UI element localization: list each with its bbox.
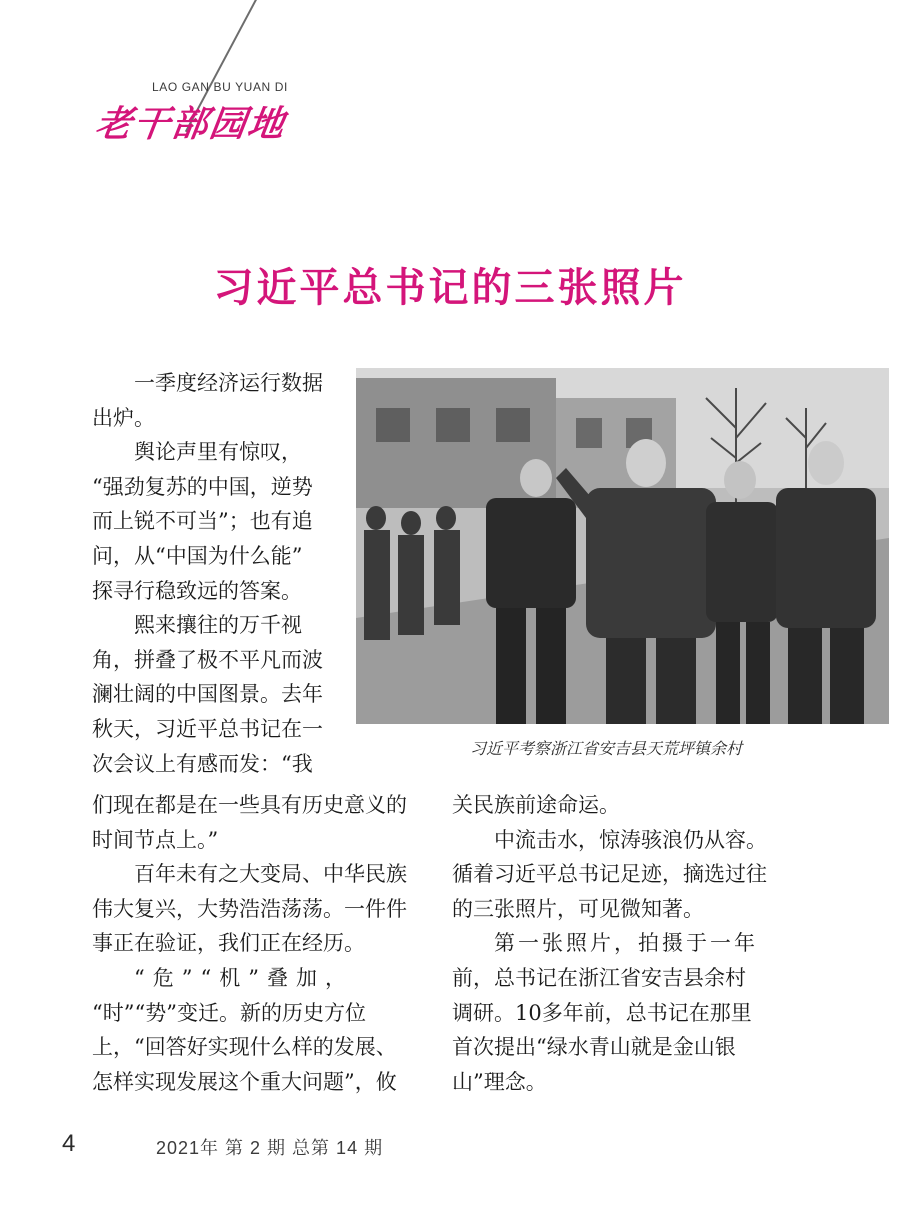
text-line: 事正在验证，我们正在经历。 — [92, 931, 365, 956]
text-line: 前，总书记在浙江省安吉县余村 — [452, 965, 746, 990]
text-line: 怎样实现发展这个重大问题”，攸 — [92, 1069, 397, 1094]
column-pinyin: LAO GAN BU YUAN DI — [152, 80, 288, 94]
text-line: 角，拼叠了极不平凡而波 — [92, 647, 323, 672]
text-line: 首次提出“绿水青山就是金山银 — [452, 1035, 736, 1060]
text-line: 舆论声里有惊叹， — [134, 440, 302, 465]
text-line: 问，从“中国为什么能” — [92, 543, 303, 568]
text-line: 熙来攘往的万千视 — [134, 613, 302, 638]
left-column-top — [92, 366, 332, 781]
photo-caption: 习近平考察浙江省安吉县天荒坪镇余村 — [470, 739, 743, 758]
text-line: “时”“势”变迁。新的历史方位 — [92, 1000, 366, 1025]
text-line: 次会议上有感而发：“我 — [92, 751, 313, 776]
text-line: “危”“机”叠加， — [134, 965, 354, 990]
photo-scene — [356, 368, 889, 724]
text-line: 第一张照片，拍摄于一年 — [494, 931, 758, 956]
text-line: 循着习近平总书记足迹，摘选过往 — [452, 862, 767, 887]
article-title: 习近平总书记的三张照片 — [213, 264, 687, 311]
column-logo: 老干部园地 — [92, 103, 289, 145]
text-line: 澜壮阔的中国图景。去年 — [92, 682, 323, 707]
text-line: 调研。10多年前，总书记在那里 — [452, 1000, 752, 1025]
text-line: 山”理念。 — [452, 1069, 547, 1094]
text-line: 伟大复兴，大势浩浩荡荡。一件件 — [92, 896, 407, 921]
page-number: 4 — [62, 1130, 76, 1157]
text-line: 上，“回答好实现什么样的发展、 — [92, 1035, 397, 1060]
article-photo — [356, 368, 889, 724]
left-column-bottom — [92, 788, 414, 1099]
text-line: “强劲复苏的中国，逆势 — [92, 474, 313, 499]
text-line: 中流击水，惊涛骇浪仍从容。 — [494, 827, 767, 852]
right-column — [452, 788, 772, 1099]
text-line: 而上锐不可当”；也有追 — [92, 509, 313, 534]
text-line: 时间节点上。” — [92, 827, 219, 852]
text-line: 探寻行稳致远的答案。 — [92, 578, 302, 603]
text-line: 出炉。 — [92, 405, 155, 430]
text-line: 们现在都是在一些具有历史意义的 — [92, 793, 407, 817]
text-line: 一季度经济运行数据 — [134, 371, 323, 395]
text-line: 秋天，习近平总书记在一 — [92, 716, 323, 741]
issue-info: 2021年 第 2 期 总第 14 期 — [156, 1138, 384, 1158]
text-line: 百年未有之大变局、中华民族 — [134, 862, 407, 887]
text-line: 关民族前途命运。 — [452, 793, 620, 817]
text-line: 的三张照片，可见微知著。 — [452, 896, 704, 921]
